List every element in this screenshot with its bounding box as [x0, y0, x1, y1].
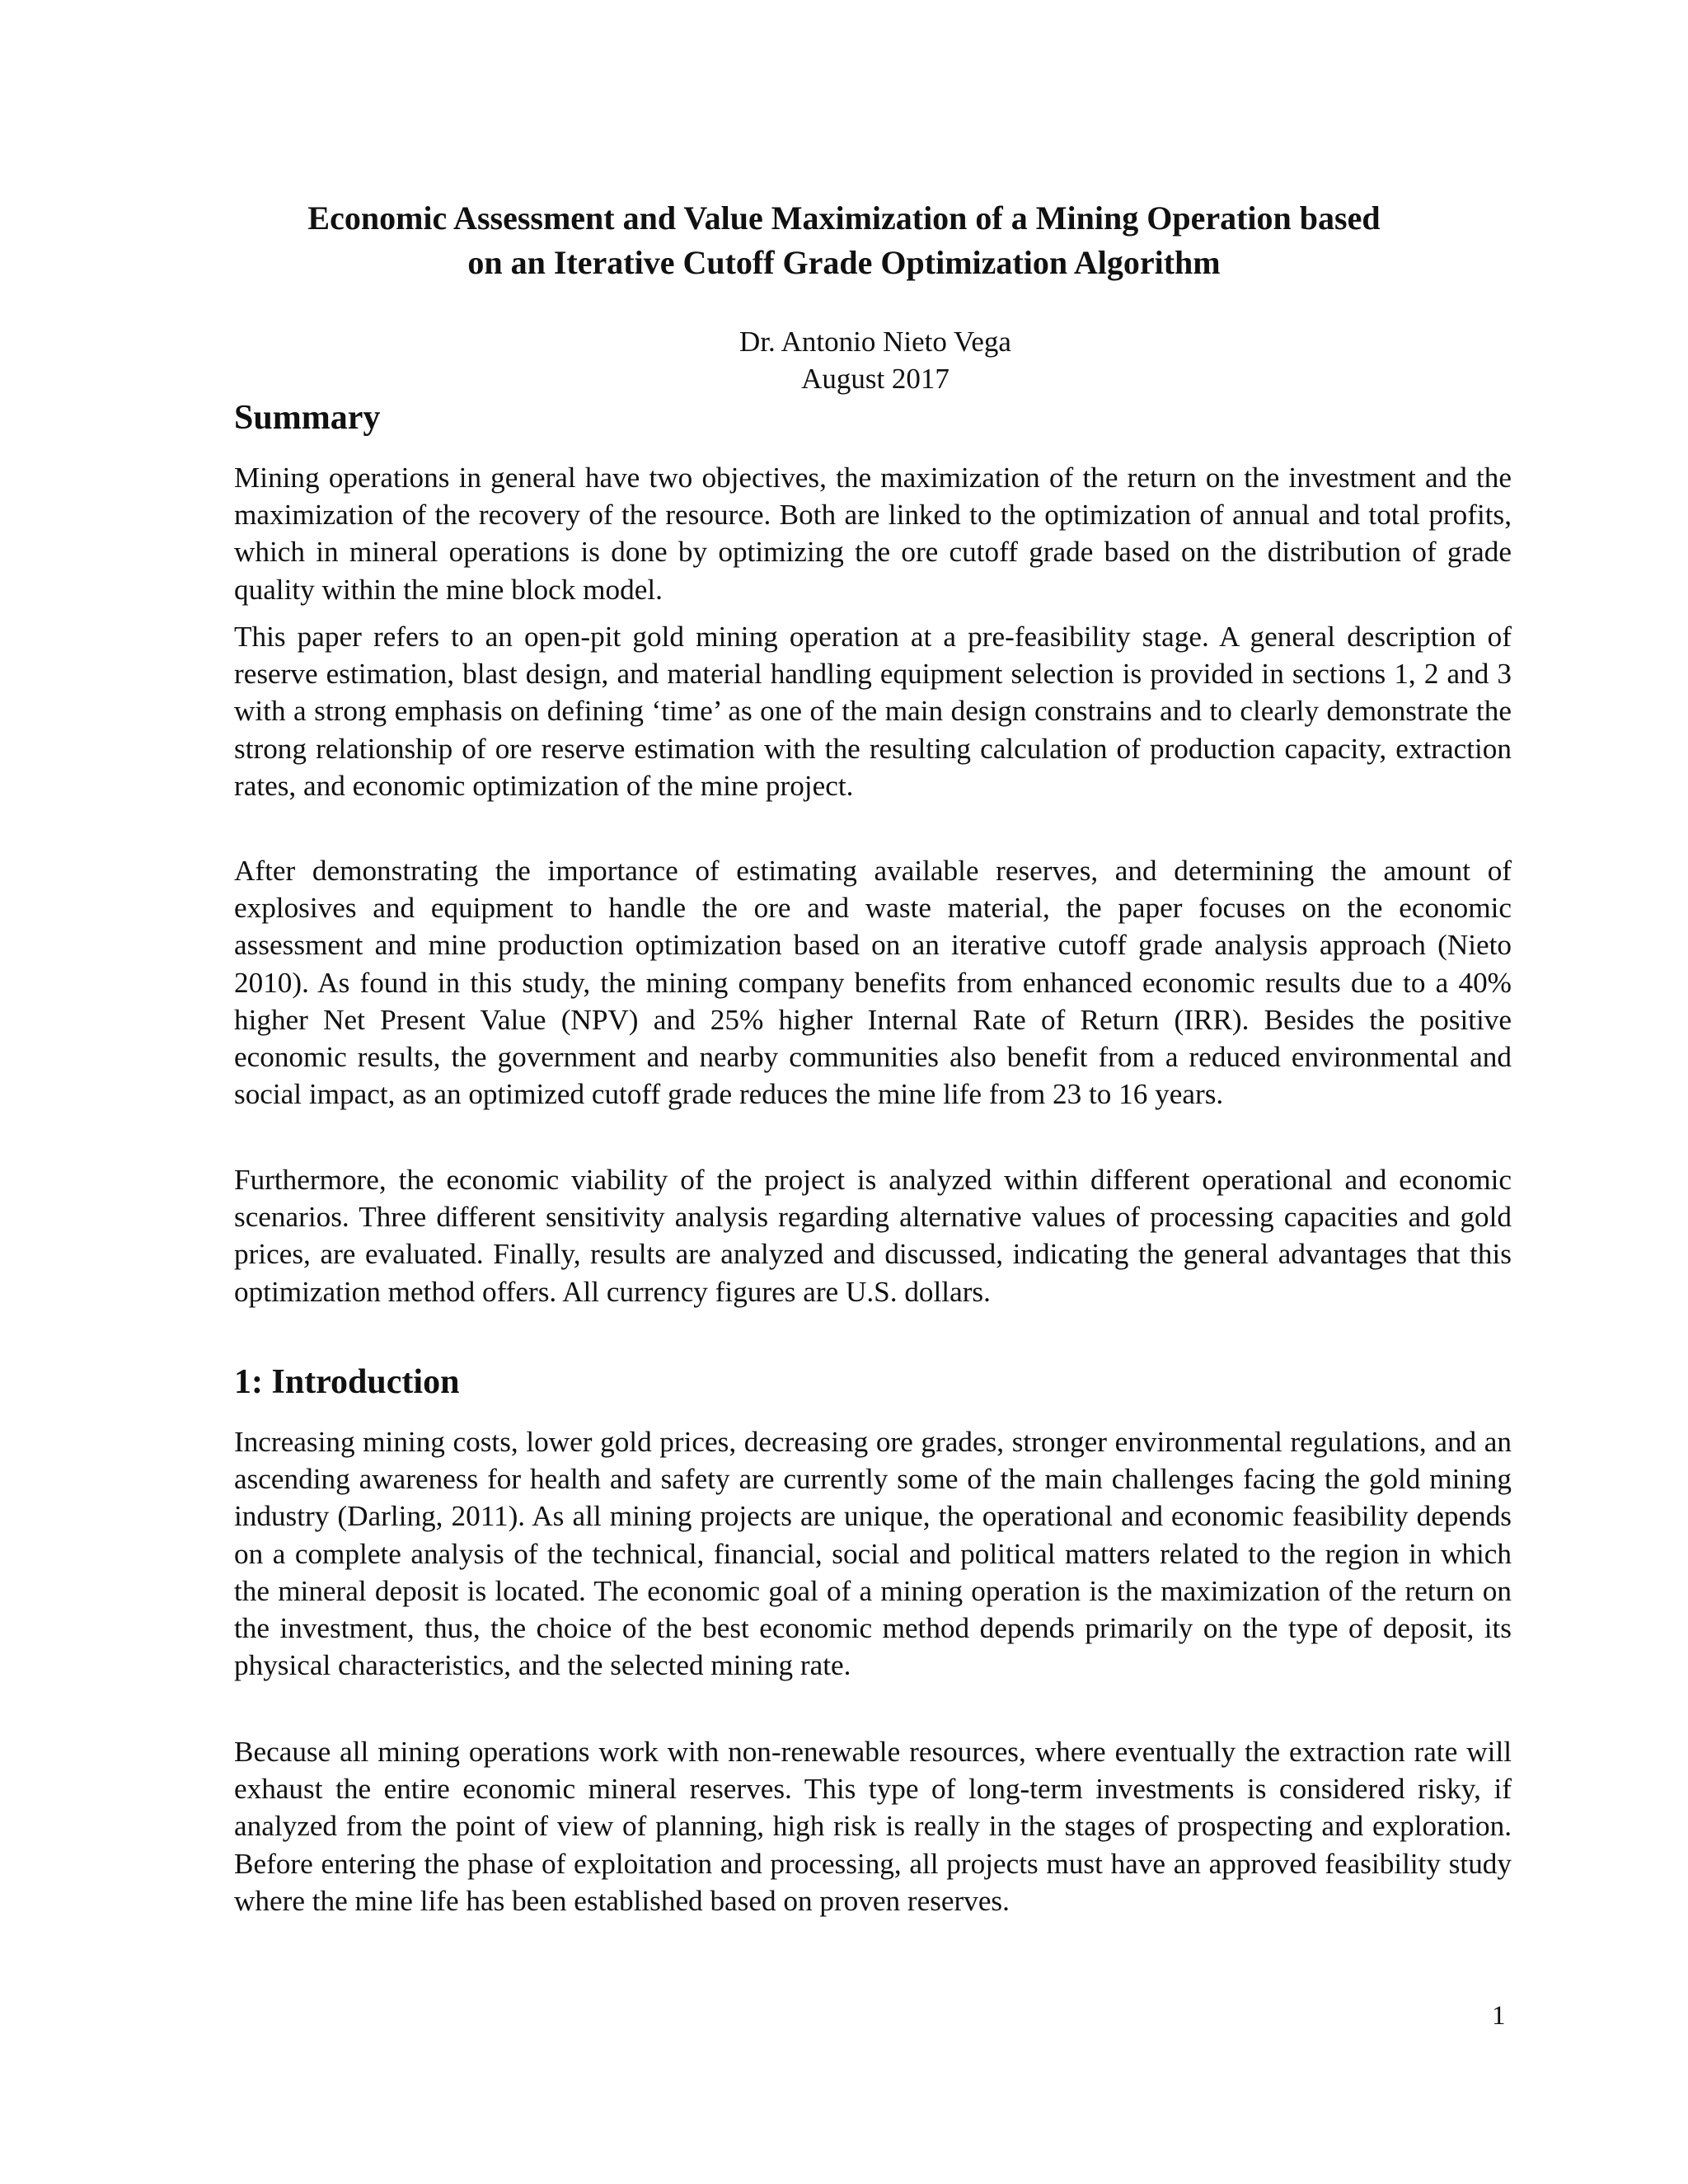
summary-paragraph: Mining operations in general have two objectives, the maximization of the return on the investment and the maximization of the recovery of the resource. Both are linked to the optimization of annual and total profits, which in mineral operations is done by optimizing the ore cutoff grade based on the distribution of grade quality within the mine block model.	[234, 462, 1512, 606]
date: August 2017	[801, 363, 950, 395]
paper-title	[0, 196, 1688, 285]
introduction-paragraph: Because all mining operations work with non-renewable resources, where eventually the extraction rate will exhaust the entire economic mineral reserves. This type of long-term investments is considered risky, if analyzed from the point of view of planning, high risk is really in the stages of prospecting and exploration. Before entering the phase of exploitation and processing, all projects must have an approved feasibility study where the mine life has been established based on proven reserves.	[234, 1736, 1512, 1917]
title-line: Economic Assessment and Value Maximization of a Mining Operation based	[307, 199, 1381, 237]
introduction-heading: 1: Introduction	[234, 1363, 460, 1401]
page-number: 1	[1492, 2001, 1506, 2031]
introduction-paragraph: Increasing mining costs, lower gold prices, decreasing ore grades, stronger environmental regulations, and an ascending awareness for health and safety are currently some of the main challenges facing the gold mining industry (Darling, 2011). As all mining projects are unique, the operational and economic feasibility depends on a complete analysis of the technical, financial, social and political matters related to the region in which the mineral deposit is located. The economic goal of a mining operation is the maximization of the return on the investment, thus, the choice of the best economic method depends primarily on the type of deposit, its physical characteristics, and the selected mining rate.	[234, 1426, 1512, 1682]
summary-paragraph: This paper refers to an open-pit gold mining operation at a pre-feasibility stage. A general description of reserve estimation, blast design, and material handling equipment selection is provided in sections 1, 2 and 3 with a strong emphasis on defining ‘time’ as one of the main design constrains and to clearly demonstrate the strong relationship of ore reserve estimation with the resulting calculation of production capacity, extraction rates, and economic optimization of the mine project.	[234, 621, 1512, 802]
title-line: on an Iterative Cutoff Grade Optimization Algorithm	[467, 244, 1221, 281]
summary-paragraph: Furthermore, the economic viability of the project is analyzed within different operational and economic scenarios. Three different sensitivity analysis regarding alternative values of processing capacities and gold prices, are evaluated. Finally, results are analyzed and discussed, indicating the general advantages that this optimization method offers. All currency figures are U.S. dollars.	[234, 1164, 1512, 1308]
summary-heading: Summary	[234, 399, 381, 437]
author: Dr. Antonio Nieto Vega	[739, 326, 1011, 358]
summary-paragraph: After demonstrating the importance of estimating available reserves, and determining the amount of explosives and equipment to handle the ore and waste material, the paper focuses on the economic assessment and mine production optimization based on an iterative cutoff grade analysis approach (Nieto 2010). As found in this study, the mining company benefits from enhanced economic results due to a 40% higher Net Present Value (NPV) and 25% higher Internal Rate of Return (IRR). Besides the positive economic results, the government and nearby communities also benefit from a reduced environmental and social impact, as an optimized cutoff grade reduces the mine life from 23 to 16 years.	[234, 855, 1512, 1111]
